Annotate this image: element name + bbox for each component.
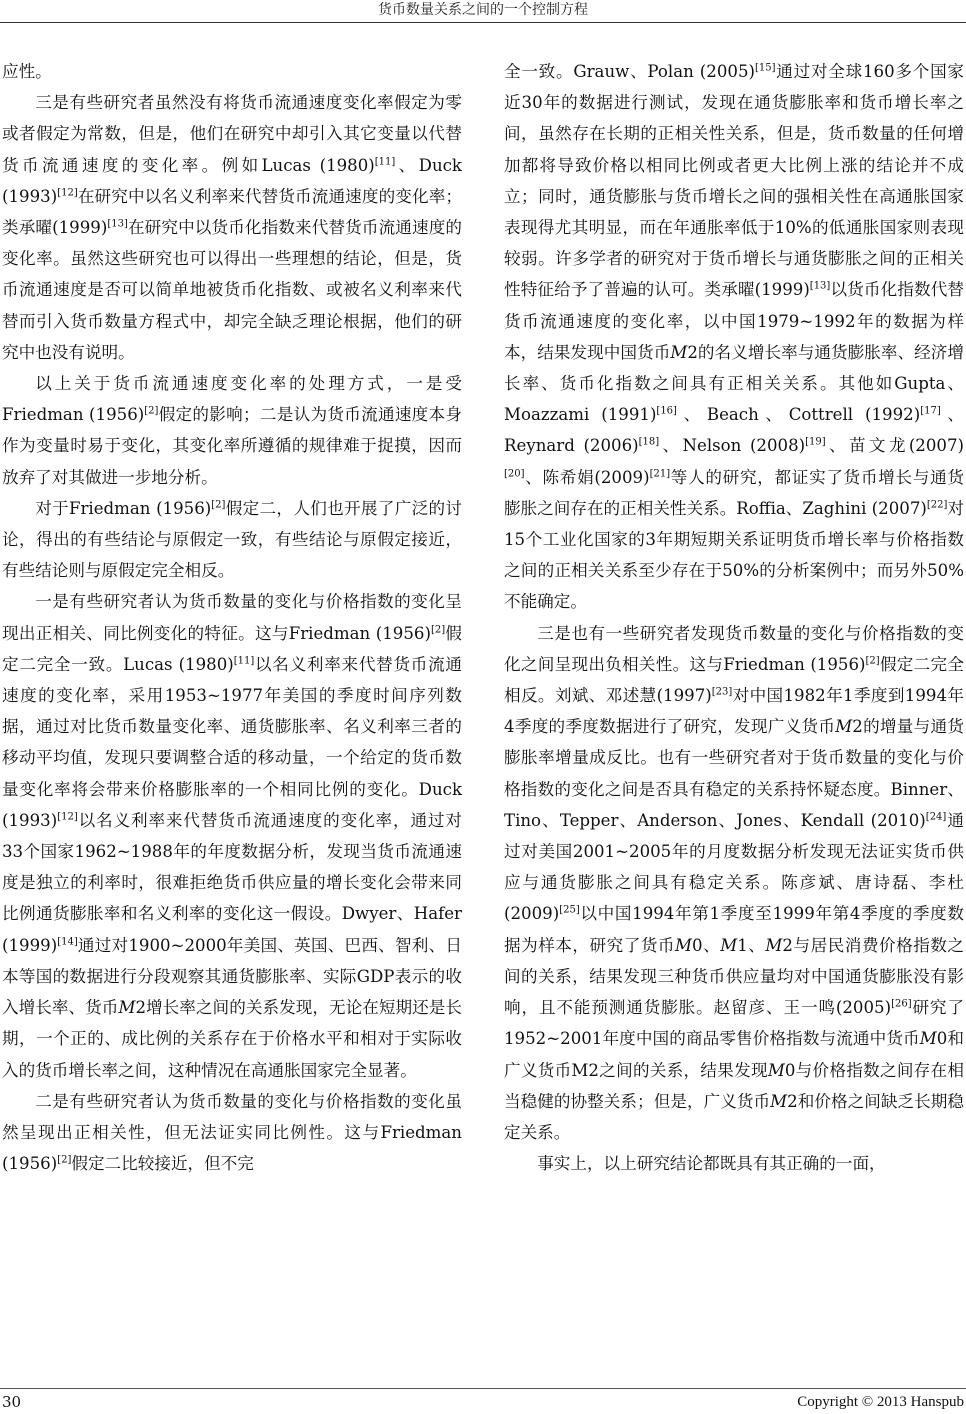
citation-ref: [13] [809,280,831,292]
text-run: 2与居民消费价格指数之间的关系，结果发现三种货币供应量均对中国通货膨胀没有影响，且不能预测通货膨胀。赵留彦、王一鸣(2005) [504,935,965,1018]
body-paragraph [2,493,462,587]
text-run: 在研究中以货币化指数来代替货币流通速度的变化率。虽然这些研究也可以得出一些理想的结论，但是，货币流通速度是否可以简单地被货币化指数、或被名义利率来代替而引入货币数量方程式中，却完全缺乏理论根据，他们的研究中也没有说明。 [2,218,463,362]
body-paragraph [504,56,964,618]
citation-ref: [26] [891,998,912,1010]
body-paragraph [2,586,462,1085]
text-run: 以货币化指数代替货币流通速度的变化率，以中国1979~1992年的数据为样本，结果发现中国货币 [504,280,964,362]
text-run: 、Beach、Cottrell (1992) [676,405,921,425]
text-run: 2的增量与通货膨胀率增量成反比。也有一些研究者对于货币数量的变化与价格指数的变化之间是否具有稳定的关系持怀疑态度。Binner、Tino、Tepper、Anderson、Jones、Kendall (2010) [504,717,964,830]
citation-ref: [11] [374,156,396,168]
text-run: 以名义利率来代替货币流通速度的变化率，采用1953~1977年美国的季度时间序列数据，通过对比货币数量变化率、通货膨胀率、名义利率三者的移动平均值，发现只要调整合适的移动量，一个给定的货币数量变化率将会带来价格膨胀率的一个相同比例的变化。Duck (1993) [2,654,462,830]
math-symbol: M [767,1060,785,1080]
text-run: 假定二，人们也开展了广泛的讨论，得出的有些结论与原假定一致，有些结论与原假定接近，有些结论则与原假定完全相反。 [2,498,462,581]
citation-ref: [2] [144,405,159,417]
text-run: 假定二比较接近，但不完 [71,1154,254,1174]
citation-ref: [17] [920,405,941,417]
citation-ref: [12] [57,187,78,199]
citation-ref: [19] [805,436,826,448]
citation-ref: [2] [430,624,446,636]
right-column [504,56,964,1179]
text-run: 、陈希娟(2009) [524,467,650,487]
citation-ref: [11] [233,655,255,667]
citation-ref: [21] [649,468,671,480]
citation-ref: [15] [755,62,776,74]
running-header: 货币数量关系之间的一个控制方程 [378,2,588,18]
text-run: 假定二完全一致。Lucas (1980) [2,623,463,674]
text-run: 对中国1982年1季度到1994年4季度的季度数据进行了研究，发现广义货币 [504,686,964,737]
text-run: 事实上，以上研究结论都既具有其正确的一面， [537,1154,886,1174]
citation-ref: [22] [926,499,948,511]
citation-ref: [14] [57,936,78,948]
citation-ref: [20] [504,468,525,480]
text-run: 通过对1900~2000年美国、英国、巴西、智利、日本等国的数据进行分段观察其通货膨胀率、实际GDP表示的收入增长率、货币 [2,935,462,1018]
text-run: 2增长率之间的关系发现，无论在短期还是长期，一个正的、成比例的关系存在于价格水平和相对于实际收入的货币增长率之间，这种情况在高通胀国家完全显著。 [2,998,463,1080]
citation-ref: [24] [925,811,947,823]
citation-ref: [13] [107,218,128,230]
page-number: 30 [2,1393,22,1411]
text-run: 全一致。Grauw、Polan (2005) [504,62,755,81]
citation-ref: [25] [559,904,580,916]
math-symbol: M [770,1091,788,1111]
text-run: 、Nelson (2008) [659,436,806,456]
copyright-notice: Copyright © 2013 Hanspub [797,1394,964,1410]
citation-ref: [23] [711,686,733,698]
citation-ref: [12] [57,811,78,823]
text-run: 通过对全球160多个国家近30年的数据进行测试，发现在通货膨胀率和货币增长率之间，虽然存在长期的正相关性关系，但是，货币数量的任何增加都将导致价格以相同比例或者更大比例上涨的结论并不成立；同时，通货膨胀与货币增长之间的强相关性在高通胀国家表现得尤其明显，而在年通胀率低于10%的低通胀国家则表现较弱。许多学者的研究对于货币增长与通货膨胀之间的正相关性特征给予了普遍的认可。类承曜(1999) [504,62,965,300]
citation-ref: [2] [211,499,226,511]
math-symbol: M [118,998,136,1018]
text-run: 0和广义货币M2之间的关系，结果发现 [504,1029,964,1080]
text-run: 研究了1952~2001年度中国的商品零售价格指数与流通中货币 [504,998,964,1049]
text-run: 对于Friedman (1956) [35,498,212,518]
left-column [2,56,462,1179]
text-run: 以上关于货币流通速度变化率的处理方式，一是受Friedman (1956) [2,374,462,425]
text-run: 等人的研究，都证实了货币增长与通货膨胀之间存在的正相关性关系。Roffia、Zaghini (2007) [504,467,964,518]
text-run: 2和价格之间缺乏长期稳定关系。 [504,1091,965,1142]
text-run: 、苗文龙(2007) [825,436,965,456]
text-run: 二是有些研究者认为货币数量的变化与价格指数的变化虽然呈现出正相关性，但无法证实同比例性。这与Friedman (1956) [2,1091,462,1174]
citation-ref: [18] [638,436,660,448]
text-run: 以中国1994年第1季度至1999年第4季度的季度数据为样本，研究了货币 [504,904,964,955]
math-symbol: M [670,342,688,362]
text-run: 0、 [692,935,721,955]
text-run: 三是也有一些研究者发现货币数量的变化与价格指数的变化之间呈现出负相关性。这与Friedman (1956) [504,623,964,674]
citation-ref: [16] [656,405,677,417]
math-symbol: M [765,935,783,955]
text-run: 三是有些研究者虽然没有将货币流通速度变化率假定为零或者假定为常数，但是，他们在研究中却引入其它变量以代替货币流通速度的变化率。例如Lucas (1980) [2,93,462,175]
citation-ref: [2] [57,1154,72,1166]
math-symbol: M [720,935,738,955]
body-paragraph [2,87,462,368]
text-run: 假定二完全相反。刘斌、邓述慧(1997) [504,654,965,706]
footer-rule [0,1388,966,1389]
text-run: 假定的影响；二是认为货币流通速度本身作为变量时易于变化，其变化率所遵循的规律难于捉摸，因而放弃了对其做进一步地分析。 [2,405,463,487]
body-paragraph [2,368,462,493]
citation-ref: [2] [865,655,880,667]
body-paragraph [2,56,462,87]
text-run: 1、 [737,935,766,955]
math-symbol: M [675,935,693,955]
text-run: 2的名义增长率与通货膨胀率、经济增长率、货币化指数之间具有正相关关系。其他如Gupta、Moazzami (1991) [504,342,965,425]
text-run: 、Duck (1993) [2,155,462,206]
text-run: 0与价格指数之间存在相当稳健的协整关系；但是，广义货币 [504,1060,964,1111]
header-rule [0,22,966,23]
text-run: 通过对美国2001~2005年的月度数据分析发现无法证实货币供应与通货膨胀之间具有稳定关系。陈彦斌、唐诗磊、李杜(2009) [504,810,965,924]
text-run: 应性。 [2,62,52,81]
body-paragraph [504,618,964,1148]
body-paragraph [504,1148,964,1179]
text-run: 在研究中以名义利率来代替货币流通速度的变化率；类承曜(1999) [2,186,462,238]
math-symbol: M [835,717,853,737]
body-paragraph [2,1086,462,1180]
text-run: 对15个工业化国家的3年期短期关系证明货币增长率与价格指数之间的正相关关系至少存在于50%的分析案例中；而另外50%不能确定。 [504,498,964,612]
text-run: 以名义利率来代替货币流通速度的变化率，通过对33个国家1962~1988年的年度数据分析，发现当货币流通速度是独立的利率时，很难拒绝货币供应量的增长变化会带来同比例通货膨胀率和名义利率的变化这一假设。Dwyer、Hafer (1999) [2,810,462,955]
text-run: 、Reynard (2006) [504,405,965,456]
text-run: 一是有些研究者认为货币数量的变化与价格指数的变化呈现出正相关、同比例变化的特征。这与Friedman (1956) [2,592,462,643]
math-symbol: M [919,1029,937,1049]
